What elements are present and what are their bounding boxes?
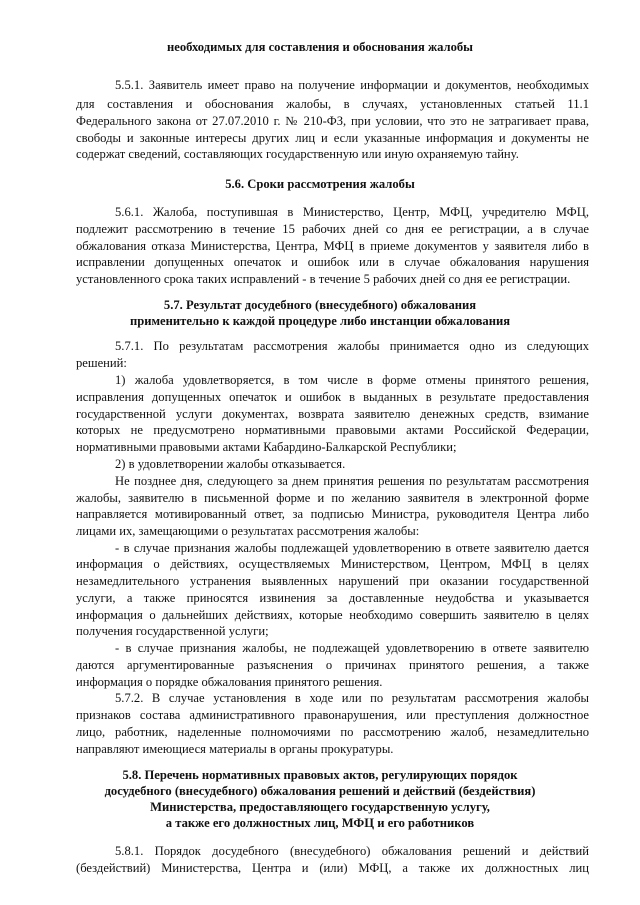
section-heading-5-8-line: 5.8. Перечень нормативных правовых актов, регулирующих порядок: [122, 768, 518, 782]
dash-item-1-line: информация о действиях, осуществляемых Министерством, Центром, МФЦ в целях: [76, 557, 589, 571]
dash-item-1-line: информация о дальнейших действиях, которые необходимо совершить заявителю в целях: [76, 608, 589, 622]
paragraph-5-7-1-line: решений:: [76, 356, 127, 370]
paragraph-5-7-2-line: направляют имеющиеся материалы в органы прокуратуры.: [76, 742, 394, 756]
section-heading-5-8-line: Министерства, предоставляющего государственную услугу,: [150, 800, 490, 814]
list-item-1-line: нормативными правовыми актами Кабардино-Балкарской Республики;: [76, 440, 457, 454]
paragraph-response-line: Не позднее дня, следующего за днем принятия решения по результатам рассмотрения: [115, 474, 589, 488]
paragraph-5-7-2-line: лицо, работник, наделенные полномочиями по рассмотрению жалоб, незамедлительно: [76, 725, 589, 739]
paragraph-5-5-1-line: для составления и обоснования жалобы, в случаях, установленных статьей 11.1: [76, 97, 589, 111]
section-heading-5-6: 5.6. Сроки рассмотрения жалобы: [225, 177, 415, 191]
dash-item-2-line: даются аргументированные разъяснения о причинах принятого решения, а также: [76, 658, 589, 672]
paragraph-5-6-1-line: исправлении допущенных опечаток и ошибок или в случае обжалования нарушения: [76, 255, 589, 269]
dash-item-1-line: - в случае признания жалобы подлежащей удовлетворению в ответе заявителю дается: [115, 541, 589, 555]
list-item-2: 2) в удовлетворении жалобы отказывается.: [115, 457, 346, 471]
dash-item-1-line: получения государственной услуги;: [76, 624, 269, 638]
paragraph-5-7-2-line: 5.7.2. В случае установления в ходе или по результатам рассмотрения жалобы: [115, 691, 589, 705]
paragraph-5-6-1-line: подлежит рассмотрению в течение 15 рабочих дней со дня ее регистрации, а в случае: [76, 222, 589, 236]
paragraph-5-6-1-line: 5.6.1. Жалоба, поступившая в Министерство, Центр, МФЦ, учредителю МФЦ,: [115, 205, 589, 219]
paragraph-5-5-1-line: 5.5.1. Заявитель имеет право на получение информации и документов, необходимых: [115, 78, 589, 92]
paragraph-5-5-1-line: содержат сведений, составляющих государственную или иную охраняемую тайну.: [76, 147, 519, 161]
paragraph-5-8-1-line: 5.8.1. Порядок досудебного (внесудебного) обжалования решений и действий: [115, 844, 589, 858]
list-item-1-line: государственной услуги документах, возврата заявителю денежных средств, взимание: [76, 407, 589, 421]
dash-item-1-line: услуги, а также приносятся извинения за доставленные неудобства и указывается: [76, 591, 589, 605]
paragraph-5-8-1-line: (бездействий) Министерства, Центра и (или) МФЦ, а также их должностных лиц: [76, 861, 589, 875]
paragraph-5-5-1-line: Федерального закона от 27.07.2010 г. № 210-ФЗ, при условии, что это не затрагивает права,: [76, 114, 589, 128]
paragraph-response-line: лицами их, замещающими о результатах рассмотрения жалобы:: [76, 524, 420, 538]
paragraph-5-7-1-line: 5.7.1. По результатам рассмотрения жалобы принимается одно из следующих: [115, 339, 589, 353]
dash-item-2-line: информация о порядке обжалования принятого решения.: [76, 675, 383, 689]
paragraph-5-6-1-line: обжалования отказа Министерства, Центра, МФЦ в приеме документов у заявителя либо в: [76, 239, 589, 253]
list-item-1-line: которых не предусмотрено нормативными правовыми актами Российской Федерации,: [76, 423, 589, 437]
paragraph-response-line: направляется мотивированный ответ, за подписью Министра, руководителя Центра либо: [76, 507, 589, 521]
paragraph-5-7-2-line: признаков состава административного правонарушения, или преступления должностное: [76, 708, 589, 722]
paragraph-5-5-1-line: свободы и законные интересы других лиц и если указанные информация и документы не: [76, 131, 589, 145]
section-heading-5-7-line: 5.7. Результат досудебного (внесудебного) обжалования: [163, 298, 477, 312]
paragraph-response-line: жалобы, заявителю в письменной форме и по желанию заявителя в электронной форме: [76, 491, 589, 505]
list-item-1-line: исправления допущенных опечаток и ошибок в выданных в результате предоставления: [76, 390, 589, 404]
section-heading-5-8-line: а также его должностных лиц, МФЦ и его работников: [165, 816, 475, 830]
paragraph-5-6-1-line: установленного срока таких исправлений - в течение 5 рабочих дней со дня ее регистрации.: [76, 272, 571, 286]
dash-item-1-line: незамедлительного устранения выявленных нарушений при оказании государственной: [76, 574, 589, 588]
dash-item-2-line: - в случае признания жалобы, не подлежащей удовлетворению в ответе заявителю: [115, 641, 589, 655]
section-heading-5-8-line: досудебного (внесудебного) обжалования решений и действий (бездействия): [104, 784, 536, 798]
list-item-1-line: 1) жалоба удовлетворяется, в том числе в форме отмены принятого решения,: [115, 373, 589, 387]
section-heading-5-7-line: применительно к каждой процедуре либо инстанции обжалования: [129, 314, 511, 328]
section-heading-5-5-tail: необходимых для составления и обоснования жалобы: [166, 40, 474, 54]
